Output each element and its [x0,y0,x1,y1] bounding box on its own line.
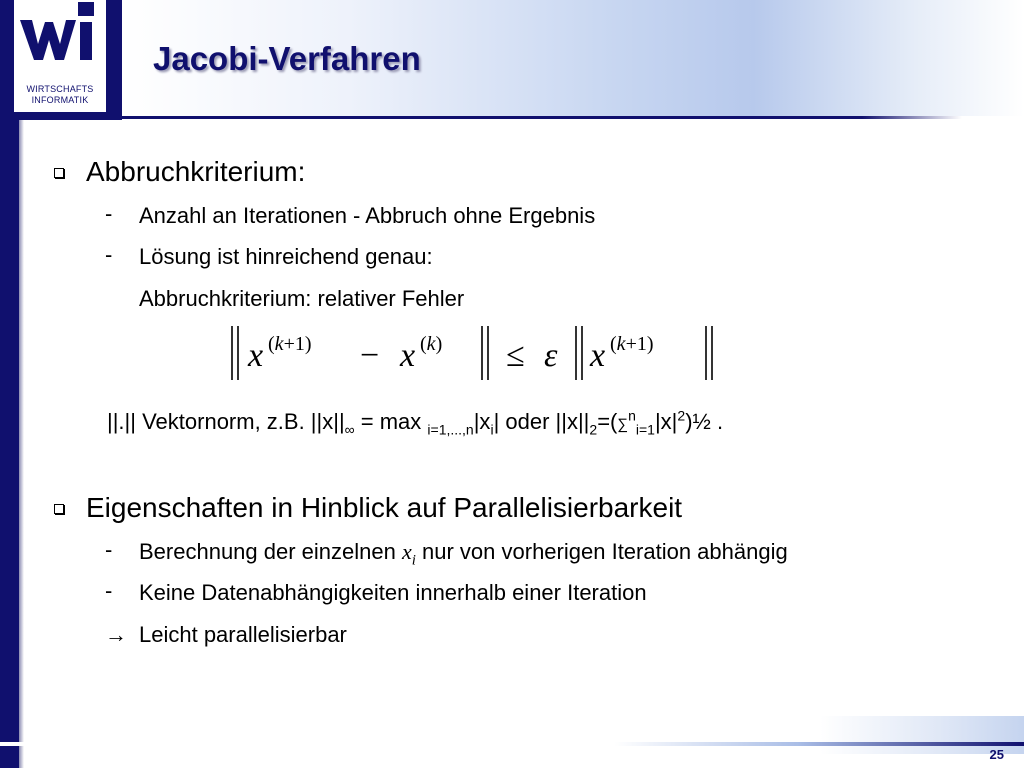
dash-bullet-icon: - [105,242,113,267]
sub-item-text: Lösung ist hinreichend genau: [139,244,433,269]
slide-title: Jacobi-Verfahren [153,40,421,77]
sub-item-text-before: Berechnung der einzelnen [139,539,402,564]
page-number: 25 [989,747,1004,762]
norm-sub: 2 [589,421,598,438]
norm-sub: i [490,421,494,438]
norm-text: =( [597,409,618,434]
square-bullet-icon [54,504,64,514]
conclusion-text: Leicht parallelisierbar [139,622,347,647]
sum-symbol: ∑ [617,416,629,433]
formula-x: x [590,337,606,374]
sub-item-text: Anzahl an Iterationen - Abbruch ohne Ergebnis [139,203,596,228]
arrow-right-icon: → [105,622,127,647]
logo-line-2: INFORMATIK [31,95,89,105]
sub-item-text [139,538,788,574]
norm-text: ½ [692,409,711,434]
dash-bullet-icon: - [105,201,113,226]
sub-item-text: Keine Datenabhängigkeiten innerhalb einer Iteration [139,580,647,605]
footer-rule [0,742,1024,746]
norm-sub: ∞ [344,421,355,438]
bullet-heading: Eigenschaften in Hinblick auf Parallelisierbarkeit [86,492,683,523]
logo-line-1: WIRTSCHAFTS [26,84,94,94]
formula-sup: (k) [420,333,443,355]
norm-text: ) [685,409,693,434]
norm-definition [107,408,723,439]
formula-x: x [248,337,264,374]
variable-sub: i [411,552,416,569]
relative-error-formula [228,322,728,384]
sub-item-text-after: nur von vorherigen Iteration abhängig [415,539,788,564]
formula-minus: − [360,337,380,374]
norm-text: . [710,409,724,434]
variable-x: x [401,539,412,564]
norm-text: |x| [654,409,678,434]
bullet-heading: Abbruchkriterium: [86,156,306,187]
formula-sup: (k+1) [268,333,312,355]
norm-sub: i=1 [635,421,655,438]
formula-x: x [400,337,416,374]
formula-leq: ≤ [506,337,525,374]
formula-epsilon: ε [544,337,558,374]
norm-sup: n [628,407,636,424]
norm-text: |x [473,409,491,434]
square-bullet-icon [54,168,64,178]
norm-text: = max [354,409,428,434]
dash-bullet-icon: - [105,537,113,562]
norm-text: | oder ||x|| [493,409,590,434]
norm-sup: 2 [677,407,686,424]
norm-sub: i=1,...,n [427,421,474,438]
continuation-text: Abbruchkriterium: relativer Fehler [139,286,465,311]
formula-sup: (k+1) [610,333,654,355]
norm-text: ||.|| Vektornorm, z.B. ||x|| [107,409,345,434]
variable-xi [401,539,416,569]
dash-bullet-icon: - [105,578,113,603]
